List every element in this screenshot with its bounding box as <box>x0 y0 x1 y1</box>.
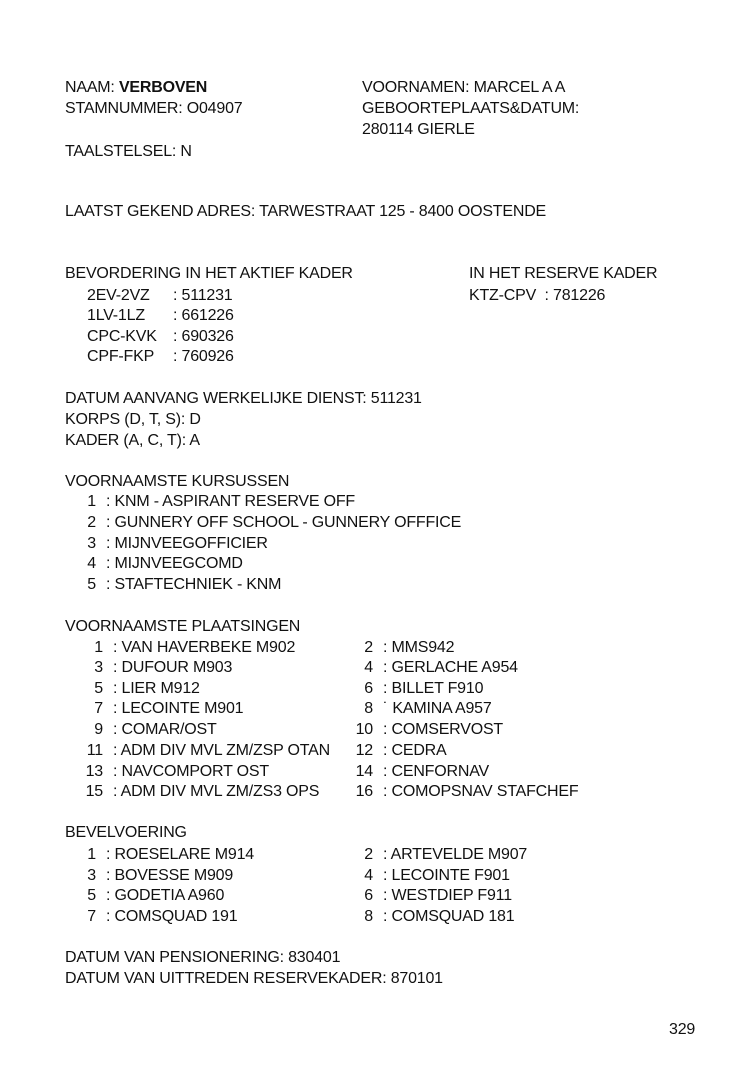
item-number: 2 <box>364 639 373 656</box>
plaatsing-item <box>355 782 578 802</box>
taalstelsel: TAALSTELSEL: N <box>65 143 192 160</box>
naam-label: NAAM: <box>65 79 115 96</box>
bevel-item <box>78 886 224 906</box>
aktief-row <box>87 306 234 326</box>
kader: KADER (A, C, T): A <box>65 432 200 449</box>
bevel-item <box>78 866 233 886</box>
plaatsing-item <box>355 679 483 699</box>
item-number: 14 <box>355 763 373 780</box>
item-number: 3 <box>87 867 96 884</box>
item-text: : STAFTECHNIEK - KNM <box>106 576 282 593</box>
item-text: : COMSQUAD 181 <box>383 908 515 925</box>
item-number: 8 <box>364 700 373 717</box>
aktief-rank: 2EV-2VZ <box>87 287 150 304</box>
item-number: 5 <box>87 887 96 904</box>
kursus-item <box>78 534 268 554</box>
bevel-item <box>78 907 237 927</box>
item-text: : GUNNERY OFF SCHOOL - GUNNERY OFFFICE <box>106 514 462 531</box>
bevel-item <box>355 845 527 865</box>
item-number: 11 <box>86 742 103 759</box>
bevel-item <box>355 866 510 886</box>
aktief-date: : 661226 <box>173 307 234 324</box>
geboorte-label: GEBOORTEPLAATS&DATUM: <box>362 100 580 117</box>
aktief-date: : 690326 <box>173 328 234 345</box>
plaatsing-item <box>85 699 243 719</box>
kursus-item <box>78 575 281 595</box>
item-text: : ADM DIV MVL ZM/ZS3 OPS <box>113 783 320 800</box>
item-text: : MIJNVEEGOFFICIER <box>106 535 268 552</box>
kursussen-heading: VOORNAAMSTE KURSUSSEN <box>65 473 290 490</box>
kursus-item <box>78 554 243 574</box>
item-text: : COMSQUAD 191 <box>106 908 238 925</box>
item-text: : CENFORNAV <box>383 763 489 780</box>
item-text: : BOVESSE M909 <box>106 867 234 884</box>
item-text: ˙ KAMINA A957 <box>383 700 492 717</box>
item-text: : MIJNVEEGCOMD <box>106 555 243 572</box>
item-number: 1 <box>87 846 96 863</box>
item-text: : COMOPSNAV STAFCHEF <box>383 783 579 800</box>
adres: LAATST GEKEND ADRES: TARWESTRAAT 125 - 8400 OOSTENDE <box>65 203 547 220</box>
item-text: : ARTEVELDE M907 <box>383 846 528 863</box>
plaatsing-item <box>355 762 489 782</box>
plaatsing-item <box>85 658 232 678</box>
item-number: 7 <box>87 908 96 925</box>
aktief-row <box>87 286 233 306</box>
item-text: : VAN HAVERBEKE M902 <box>113 639 296 656</box>
bevel-item <box>78 845 254 865</box>
item-number: 5 <box>87 576 96 593</box>
item-text: : CEDRA <box>383 742 447 759</box>
stamnummer: STAMNUMMER: O04907 <box>65 100 243 117</box>
bevordering-aktief-heading: BEVORDERING IN HET AKTIEF KADER <box>65 265 353 282</box>
dienst-aanvang: DATUM AANVANG WERKELIJKE DIENST: 511231 <box>65 390 422 407</box>
plaatsing-item <box>85 720 217 740</box>
naam-line <box>65 78 207 98</box>
item-number: 12 <box>355 742 373 759</box>
item-number: 6 <box>364 680 373 697</box>
item-text: : MMS942 <box>383 639 455 656</box>
item-number: 1 <box>87 493 96 510</box>
naam-value: VERBOVEN <box>118 79 208 96</box>
item-number: 7 <box>94 700 103 717</box>
kursus-item <box>78 513 461 533</box>
plaatsing-item <box>355 658 518 678</box>
item-text: : COMSERVOST <box>383 721 503 738</box>
aktief-rank: CPF-FKP <box>87 348 155 365</box>
geboorte-value: 280114 GIERLE <box>362 121 475 138</box>
plaatsing-item <box>85 741 330 761</box>
item-number: 4 <box>364 867 373 884</box>
pensionering: DATUM VAN PENSIONERING: 830401 <box>65 949 341 966</box>
plaatsingen-heading: VOORNAAMSTE PLAATSINGEN <box>65 618 301 635</box>
item-number: 4 <box>364 659 373 676</box>
item-text: : COMAR/OST <box>113 721 217 738</box>
item-number: 6 <box>364 887 373 904</box>
item-number: 9 <box>94 721 103 738</box>
aktief-date: : 760926 <box>173 348 234 365</box>
reserve-rank: KTZ-CPV <box>469 287 537 304</box>
korps: KORPS (D, T, S): D <box>65 411 201 428</box>
aktief-row <box>87 347 234 367</box>
bevordering-reserve-heading: IN HET RESERVE KADER <box>469 265 658 282</box>
item-number: 2 <box>364 846 373 863</box>
item-number: 2 <box>87 514 96 531</box>
plaatsing-item <box>355 699 492 719</box>
plaatsing-item <box>85 762 269 782</box>
item-number: 10 <box>355 721 373 738</box>
item-number: 8 <box>364 908 373 925</box>
item-number: 3 <box>94 659 103 676</box>
plaatsing-item <box>355 720 503 740</box>
bevelvoering-heading: BEVELVOERING <box>65 824 187 841</box>
reserve-date: : 781226 <box>544 287 606 304</box>
item-text: : ADM DIV MVL ZM/ZSP OTAN <box>113 742 330 759</box>
item-number: 3 <box>87 535 96 552</box>
aktief-row <box>87 327 234 347</box>
item-text: : BILLET F910 <box>383 680 484 697</box>
plaatsing-item <box>85 782 319 802</box>
uittreden: DATUM VAN UITTREDEN RESERVEKADER: 870101 <box>65 970 443 987</box>
item-text: : WESTDIEP F911 <box>383 887 512 904</box>
item-number: 5 <box>94 680 103 697</box>
item-text: : GODETIA A960 <box>106 887 225 904</box>
item-number: 16 <box>355 783 373 800</box>
item-text: : DUFOUR M903 <box>113 659 233 676</box>
plaatsing-item <box>85 679 200 699</box>
plaatsing-item <box>85 638 295 658</box>
item-number: 13 <box>85 763 103 780</box>
item-text: : GERLACHE A954 <box>383 659 518 676</box>
aktief-rank: CPC-KVK <box>87 328 157 345</box>
kursus-item <box>78 492 355 512</box>
item-text: : LECOINTE F901 <box>383 867 510 884</box>
item-number: 4 <box>87 555 96 572</box>
plaatsing-item <box>355 638 454 658</box>
voornamen: VOORNAMEN: MARCEL A A <box>362 79 566 96</box>
item-number: 15 <box>85 783 103 800</box>
plaatsing-item <box>355 741 447 761</box>
item-text: : LIER M912 <box>113 680 200 697</box>
bevel-item <box>355 886 512 906</box>
item-text: : LECOINTE M901 <box>113 700 244 717</box>
reserve-row <box>469 286 605 306</box>
item-text: : KNM - ASPIRANT RESERVE OFF <box>106 493 355 510</box>
aktief-rank: 1LV-1LZ <box>87 307 145 324</box>
page-number: 329 <box>669 1021 696 1038</box>
bevel-item <box>355 907 514 927</box>
item-text: : NAVCOMPORT OST <box>113 763 269 780</box>
aktief-date: : 511231 <box>173 287 233 304</box>
item-number: 1 <box>94 639 103 656</box>
item-text: : ROESELARE M914 <box>106 846 254 863</box>
